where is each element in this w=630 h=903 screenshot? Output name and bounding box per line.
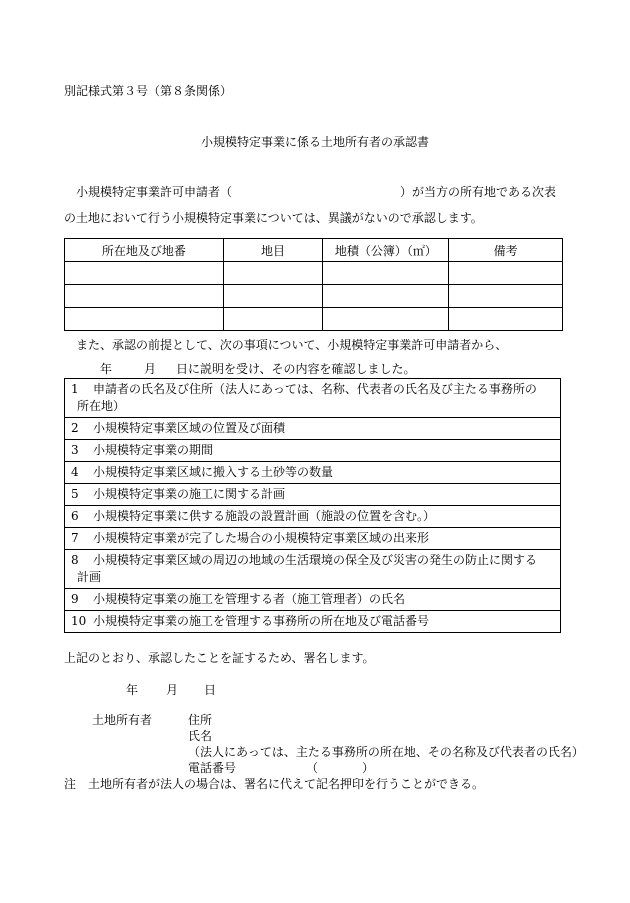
item-text: 小規模特定事業区域に搬入する土砂等の数量: [93, 465, 334, 479]
list-item: [65, 611, 561, 633]
item-number: 4: [71, 465, 79, 479]
cell-land-category[interactable]: [223, 262, 323, 285]
date-year: 年: [126, 683, 139, 697]
land-table-row: [65, 262, 563, 285]
header-location: 所在地及び地番: [65, 239, 224, 262]
date-month: 月: [166, 683, 179, 697]
item-number: 7: [71, 531, 79, 545]
item-number: 5: [71, 487, 79, 501]
name-label: 氏名: [188, 729, 213, 743]
explanation-month: 月: [144, 362, 157, 376]
cell-land-category[interactable]: [223, 285, 323, 308]
cell-location[interactable]: [65, 308, 224, 331]
item-text: 小規模特定事業の施工に関する計画: [93, 487, 286, 501]
item-text: 申請者の氏名及び住所（法人にあっては、名称、代表者の氏名及び主たる事務所の: [93, 382, 537, 396]
item-text-continued: 計画: [77, 570, 102, 584]
list-item: [65, 550, 561, 589]
item-text: 小規模特定事業に供する施設の設置計画（施設の位置を含む。）: [93, 509, 436, 523]
item-text-continued: 所在地）: [77, 399, 126, 413]
document-title: 小規模特定事業に係る土地所有者の承認書: [200, 135, 429, 149]
list-item: [65, 484, 561, 506]
item-number: 2: [71, 421, 79, 435]
phone-paren-open: （: [306, 761, 319, 775]
cell-area[interactable]: [323, 262, 449, 285]
list-item: [65, 440, 561, 462]
cell-land-category[interactable]: [223, 308, 323, 331]
item-number: 6: [71, 509, 79, 523]
list-item: [65, 462, 561, 484]
land-table-row: [65, 308, 563, 331]
land-table: [64, 238, 563, 331]
cell-remarks[interactable]: [449, 262, 563, 285]
intro-line1-end: ）が当方の所有地である次表: [400, 185, 557, 199]
footnote: 注 土地所有者が法人の場合は、署名に代えて記名押印を行うことができる。: [64, 777, 485, 791]
address-label: 住所: [188, 713, 213, 727]
header-land-category: 地目: [223, 239, 323, 262]
list-item: [65, 528, 561, 550]
cell-remarks[interactable]: [449, 285, 563, 308]
header-remarks: 備考: [449, 239, 563, 262]
phone-label: 電話番号: [188, 761, 237, 775]
item-number: 8: [71, 553, 79, 567]
cell-area[interactable]: [323, 308, 449, 331]
land-table-header-row: [65, 239, 563, 262]
explanation-day-text: 日に説明を受け、その内容を確認しました。: [176, 362, 416, 376]
list-item: [65, 418, 561, 440]
owner-label: 土地所有者: [92, 713, 153, 727]
explanation-items-table: [64, 378, 561, 633]
list-item: [65, 589, 561, 611]
date-day: 日: [204, 683, 217, 697]
form-label: 別記様式第３号（第８条関係）: [64, 84, 233, 98]
item-number: 9: [71, 592, 79, 606]
intro-line1-start: 小規模特定事業許可申請者（: [76, 185, 233, 199]
explanation-line1: また、承認の前提として、次の事項について、小規模特定事業許可申請者から、: [76, 338, 508, 352]
item-text: 小規模特定事業の施工を管理する者（施工管理者）の氏名: [93, 592, 406, 606]
list-item: [65, 506, 561, 528]
explanation-year: 年: [100, 362, 113, 376]
cell-remarks[interactable]: [449, 308, 563, 331]
list-item: [65, 379, 561, 418]
item-number: 3: [71, 443, 79, 457]
item-text: 小規模特定事業が完了した場合の小規模特定事業区域の出来形: [93, 531, 430, 545]
item-number: 1: [71, 382, 79, 396]
phone-paren-close: ）: [362, 761, 375, 775]
cell-area[interactable]: [323, 285, 449, 308]
item-text: 小規模特定事業区域の位置及び面積: [93, 421, 286, 435]
item-text: 小規模特定事業の施工を管理する事務所の所在地及び電話番号: [93, 614, 430, 628]
header-area: 地積（公簿）（㎡）: [323, 239, 449, 262]
item-text: 小規模特定事業の期間: [93, 443, 214, 457]
item-number: 10: [71, 614, 87, 628]
item-text: 小規模特定事業区域の周辺の地域の生活環境の保全及び災害の発生の防止に関する: [93, 553, 538, 567]
intro-line2: の土地において行う小規模特定事業については、異議がないので承認します。: [64, 211, 483, 225]
cell-location[interactable]: [65, 285, 224, 308]
cell-location[interactable]: [65, 262, 224, 285]
corporation-note: （法人にあっては、主たる事務所の所在地、その名称及び代表者の氏名）: [188, 745, 584, 759]
land-table-row: [65, 285, 563, 308]
certify-statement: 上記のとおり、承認したことを証するため、署名します。: [64, 651, 375, 665]
